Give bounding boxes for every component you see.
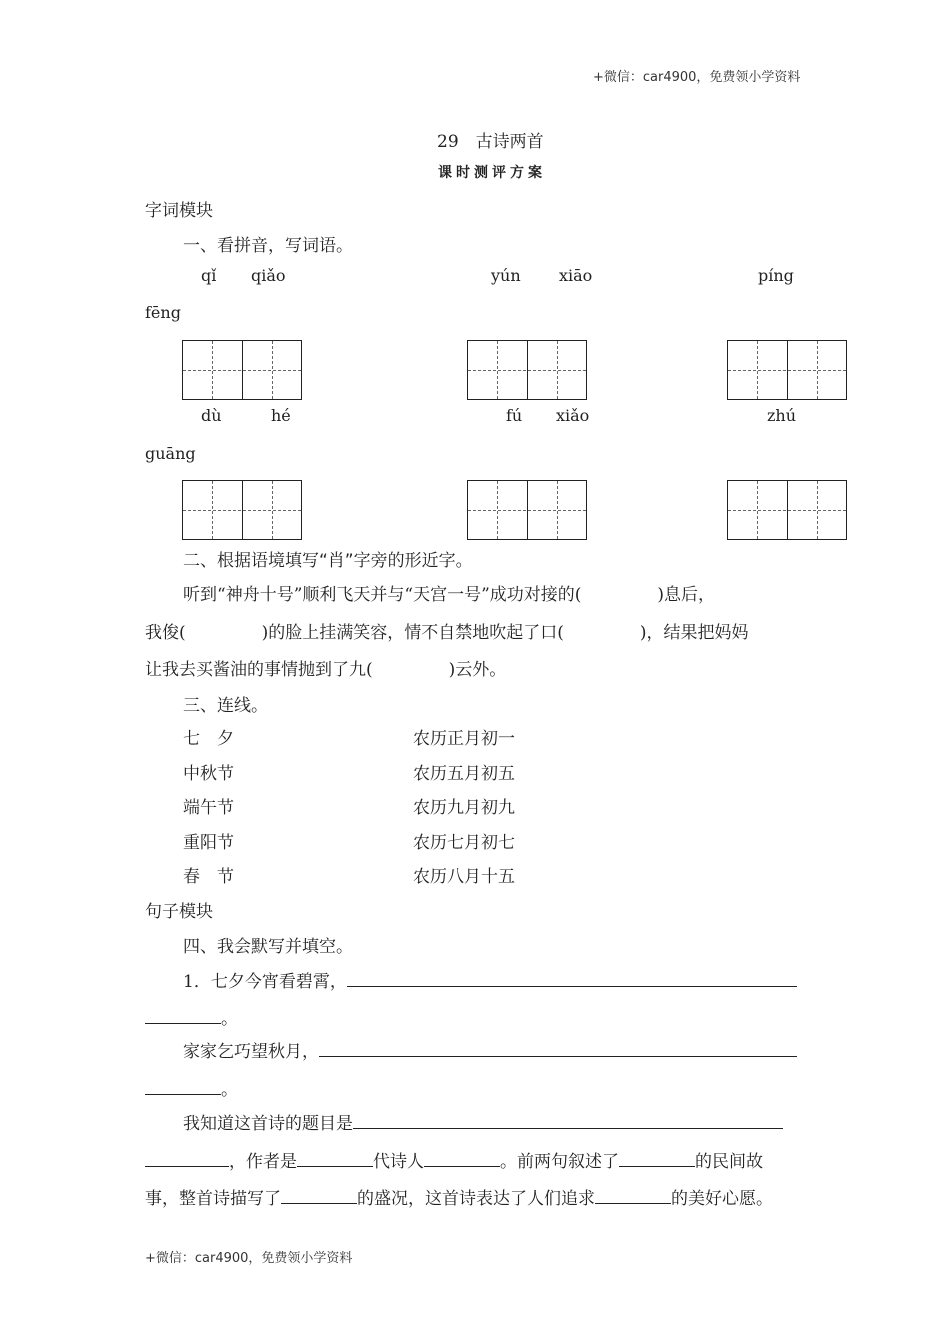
q4-line1-end: [145, 1004, 238, 1029]
q4-text: 代诗人: [373, 1152, 424, 1172]
pinyin: xiāo: [559, 266, 593, 285]
section-heading-sentences: 句子模块: [145, 902, 213, 922]
q2-text: 听到“神舟十号”顺利飞天并与“天宫一号”成功对接的(: [183, 585, 582, 605]
watermark-bottom: +微信：car4900，免费领小学资料: [145, 1251, 353, 1266]
writing-grid[interactable]: [727, 480, 847, 540]
answer-line[interactable]: [619, 1165, 695, 1167]
pinyin: píng: [758, 266, 794, 285]
writing-grid[interactable]: [182, 480, 302, 540]
writing-grid[interactable]: [467, 480, 587, 540]
q4-line1: [183, 967, 797, 992]
q4-line5: [145, 1184, 773, 1209]
writing-grid[interactable]: [182, 340, 302, 400]
q4-text: ，作者是: [229, 1152, 297, 1172]
pinyin: qiǎo: [251, 266, 286, 285]
pinyin: qǐ: [201, 266, 217, 285]
answer-line[interactable]: [353, 1127, 783, 1129]
festival-item[interactable]: 春 节: [183, 867, 234, 887]
answer-line[interactable]: [145, 1022, 221, 1024]
date-item[interactable]: 农历八月十五: [413, 867, 515, 887]
answer-line[interactable]: [595, 1202, 671, 1204]
q4-line4: [145, 1147, 763, 1172]
q2-line3: [145, 655, 506, 680]
answer-line[interactable]: [347, 985, 797, 987]
date-item[interactable]: 农历正月初一: [413, 729, 515, 749]
q4-text: 。: [221, 1009, 238, 1029]
pinyin: fēng: [145, 303, 181, 322]
date-item[interactable]: 农历七月初七: [413, 833, 515, 853]
date-item[interactable]: 农历九月初九: [413, 798, 515, 818]
q4-text: 。前两句叙述了: [500, 1152, 619, 1172]
page-subtitle: 课时测评方案: [438, 165, 546, 181]
answer-line[interactable]: [281, 1202, 357, 1204]
q2-line1: [183, 580, 715, 605]
watermark-top: +微信：car4900，免费领小学资料: [593, 70, 801, 85]
q4-line2-end: [145, 1075, 238, 1100]
q2-text: 让我去买酱油的事情抛到了九(: [145, 660, 373, 680]
section-heading-words: 字词模块: [145, 201, 213, 221]
festival-item[interactable]: 端午节: [183, 798, 234, 818]
festival-item[interactable]: 中秋节: [183, 764, 234, 784]
q4-text: 。: [221, 1080, 238, 1100]
q4-heading: 四、我会默写并填空。: [183, 937, 353, 957]
q4-text: 我知道这首诗的题目是: [183, 1114, 353, 1134]
q4-text: 事，整首诗描写了: [145, 1189, 281, 1209]
q2-text: )息后，: [657, 585, 716, 605]
writing-grid[interactable]: [727, 340, 847, 400]
q3-heading: 三、连线。: [183, 696, 268, 716]
q2-text: 我俊(: [145, 623, 186, 643]
date-item[interactable]: 农历五月初五: [413, 764, 515, 784]
pinyin: yún: [491, 266, 521, 285]
answer-line[interactable]: [145, 1093, 221, 1095]
q4-text: 的盛况，这首诗表达了人们追求: [357, 1189, 595, 1209]
q4-text: 1．七夕今宵看碧霄，: [183, 972, 347, 992]
answer-line[interactable]: [424, 1165, 500, 1167]
q2-line2: [145, 618, 749, 643]
answer-line[interactable]: [145, 1165, 229, 1167]
pinyin: xiǎo: [556, 406, 590, 425]
pinyin: fú: [506, 406, 523, 425]
pinyin: dù: [201, 406, 222, 425]
pinyin: zhú: [767, 406, 797, 425]
q2-text: )的脸上挂满笑容，情不自禁地吹起了口(: [261, 623, 564, 643]
q4-line2: [183, 1037, 797, 1062]
q2-text: )云外。: [448, 660, 507, 680]
pinyin: guāng: [145, 444, 196, 463]
festival-item[interactable]: 重阳节: [183, 833, 234, 853]
q4-text: 的民间故: [695, 1152, 763, 1172]
answer-line[interactable]: [297, 1165, 373, 1167]
q1-heading: 一、看拼音，写词语。: [183, 236, 353, 256]
q4-line3: [183, 1109, 783, 1134]
festival-item[interactable]: 七 夕: [183, 729, 234, 749]
q2-heading: 二、根据语境填写“肖”字旁的形近字。: [183, 551, 473, 571]
answer-line[interactable]: [319, 1055, 797, 1057]
q4-text: 家家乞巧望秋月，: [183, 1042, 319, 1062]
pinyin: hé: [271, 406, 291, 425]
writing-grid[interactable]: [467, 340, 587, 400]
q4-text: 的美好心愿。: [671, 1189, 773, 1209]
q2-text: )，结果把妈妈: [639, 623, 749, 643]
page-title: 29 古诗两首: [437, 132, 544, 152]
